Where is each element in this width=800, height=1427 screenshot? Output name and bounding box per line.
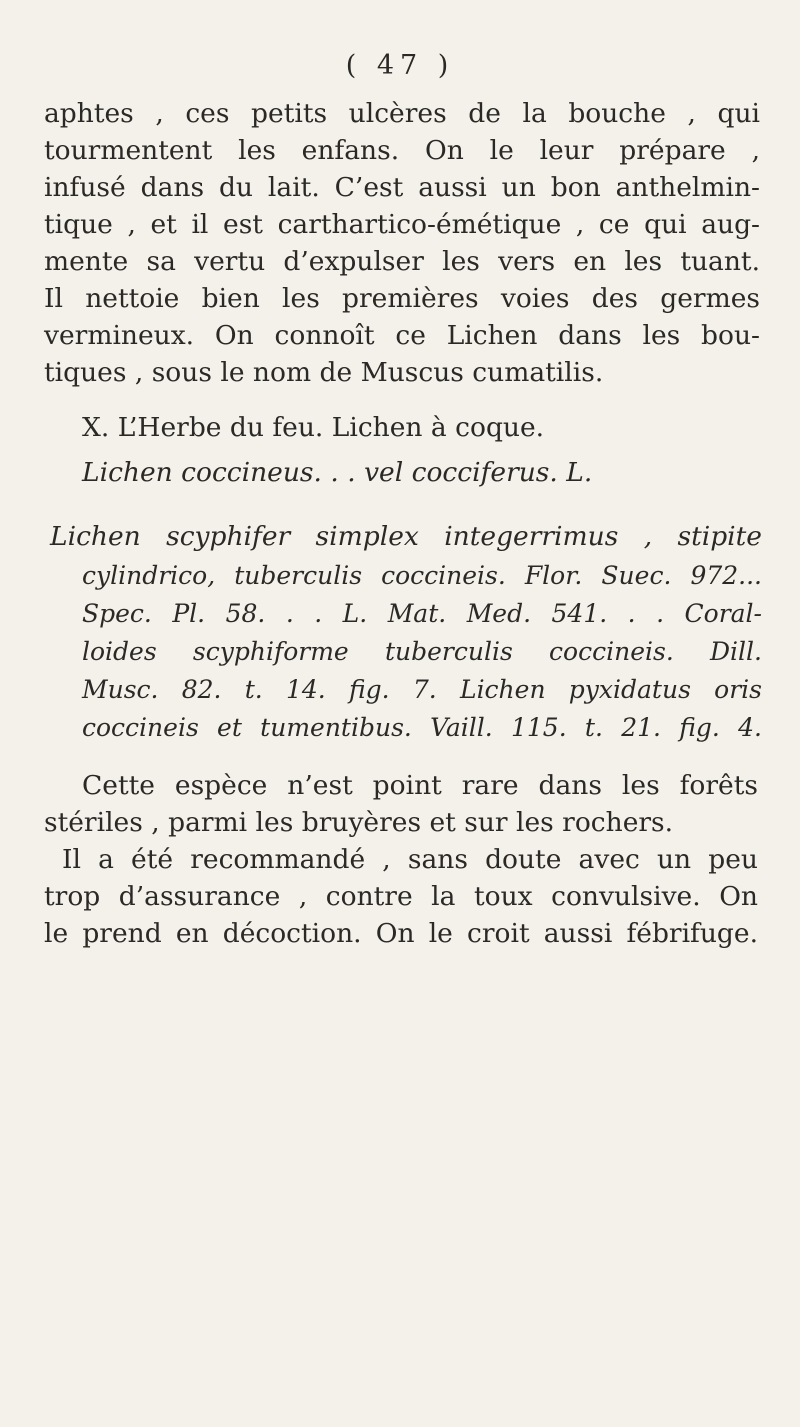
text-line: tourmentent les enfans. On le leur prépare ,: [44, 135, 760, 166]
text-line: Il a été recommandé , sans doute avec un peu: [62, 844, 758, 875]
text-line: tique , et il est carthartico-émétique , ce qui aug-: [44, 209, 760, 240]
synonym-line: Spec. Pl. 58. . . L. Mat. Med. 541. . . Coral-: [82, 599, 762, 628]
text-line: le prend en décoction. On le croit aussi fébrifuge.: [44, 918, 758, 949]
synonym-line: Lichen scyphifer simplex integerrimus , stipite: [50, 521, 762, 552]
synonym-line: Musc. 82. t. 14. fig. 7. Lichen pyxidatus oris: [82, 675, 762, 704]
text-line: trop d’assurance , contre la toux convulsive. On: [44, 881, 758, 912]
text-line: infusé dans du lait. C’est aussi un bon anthelmin-: [44, 172, 760, 203]
section-heading: X. L’Herbe du feu. Lichen à coque.: [82, 412, 545, 443]
text-line: vermineux. On connoît ce Lichen dans les bou-: [44, 320, 760, 351]
text-line: Cette espèce n’est point rare dans les forêts: [82, 770, 758, 801]
synonym-line: loides scyphiforme tuberculis coccineis. Dill.: [82, 637, 762, 666]
text-line: aphtes , ces petits ulcères de la bouche , qui: [44, 98, 760, 129]
section-subheading: Lichen coccineus. . . vel cocciferus. L.: [82, 457, 593, 488]
text-line: stériles , parmi les bruyères et sur les rochers.: [44, 807, 674, 838]
synonym-line: coccineis et tumentibus. Vaill. 115. t. 21. fig. 4.: [82, 713, 762, 742]
synonym-line: cylindrico, tuberculis coccineis. Flor. Suec. 972...: [82, 561, 762, 590]
text-line: mente sa vertu d’expulser les vers en les tuant.: [44, 246, 760, 277]
page-number: ( 47 ): [345, 50, 455, 81]
text-line: tiques , sous le nom de Muscus cumatilis.: [44, 357, 604, 388]
text-line: Il nettoie bien les premières voies des germes: [44, 283, 760, 314]
